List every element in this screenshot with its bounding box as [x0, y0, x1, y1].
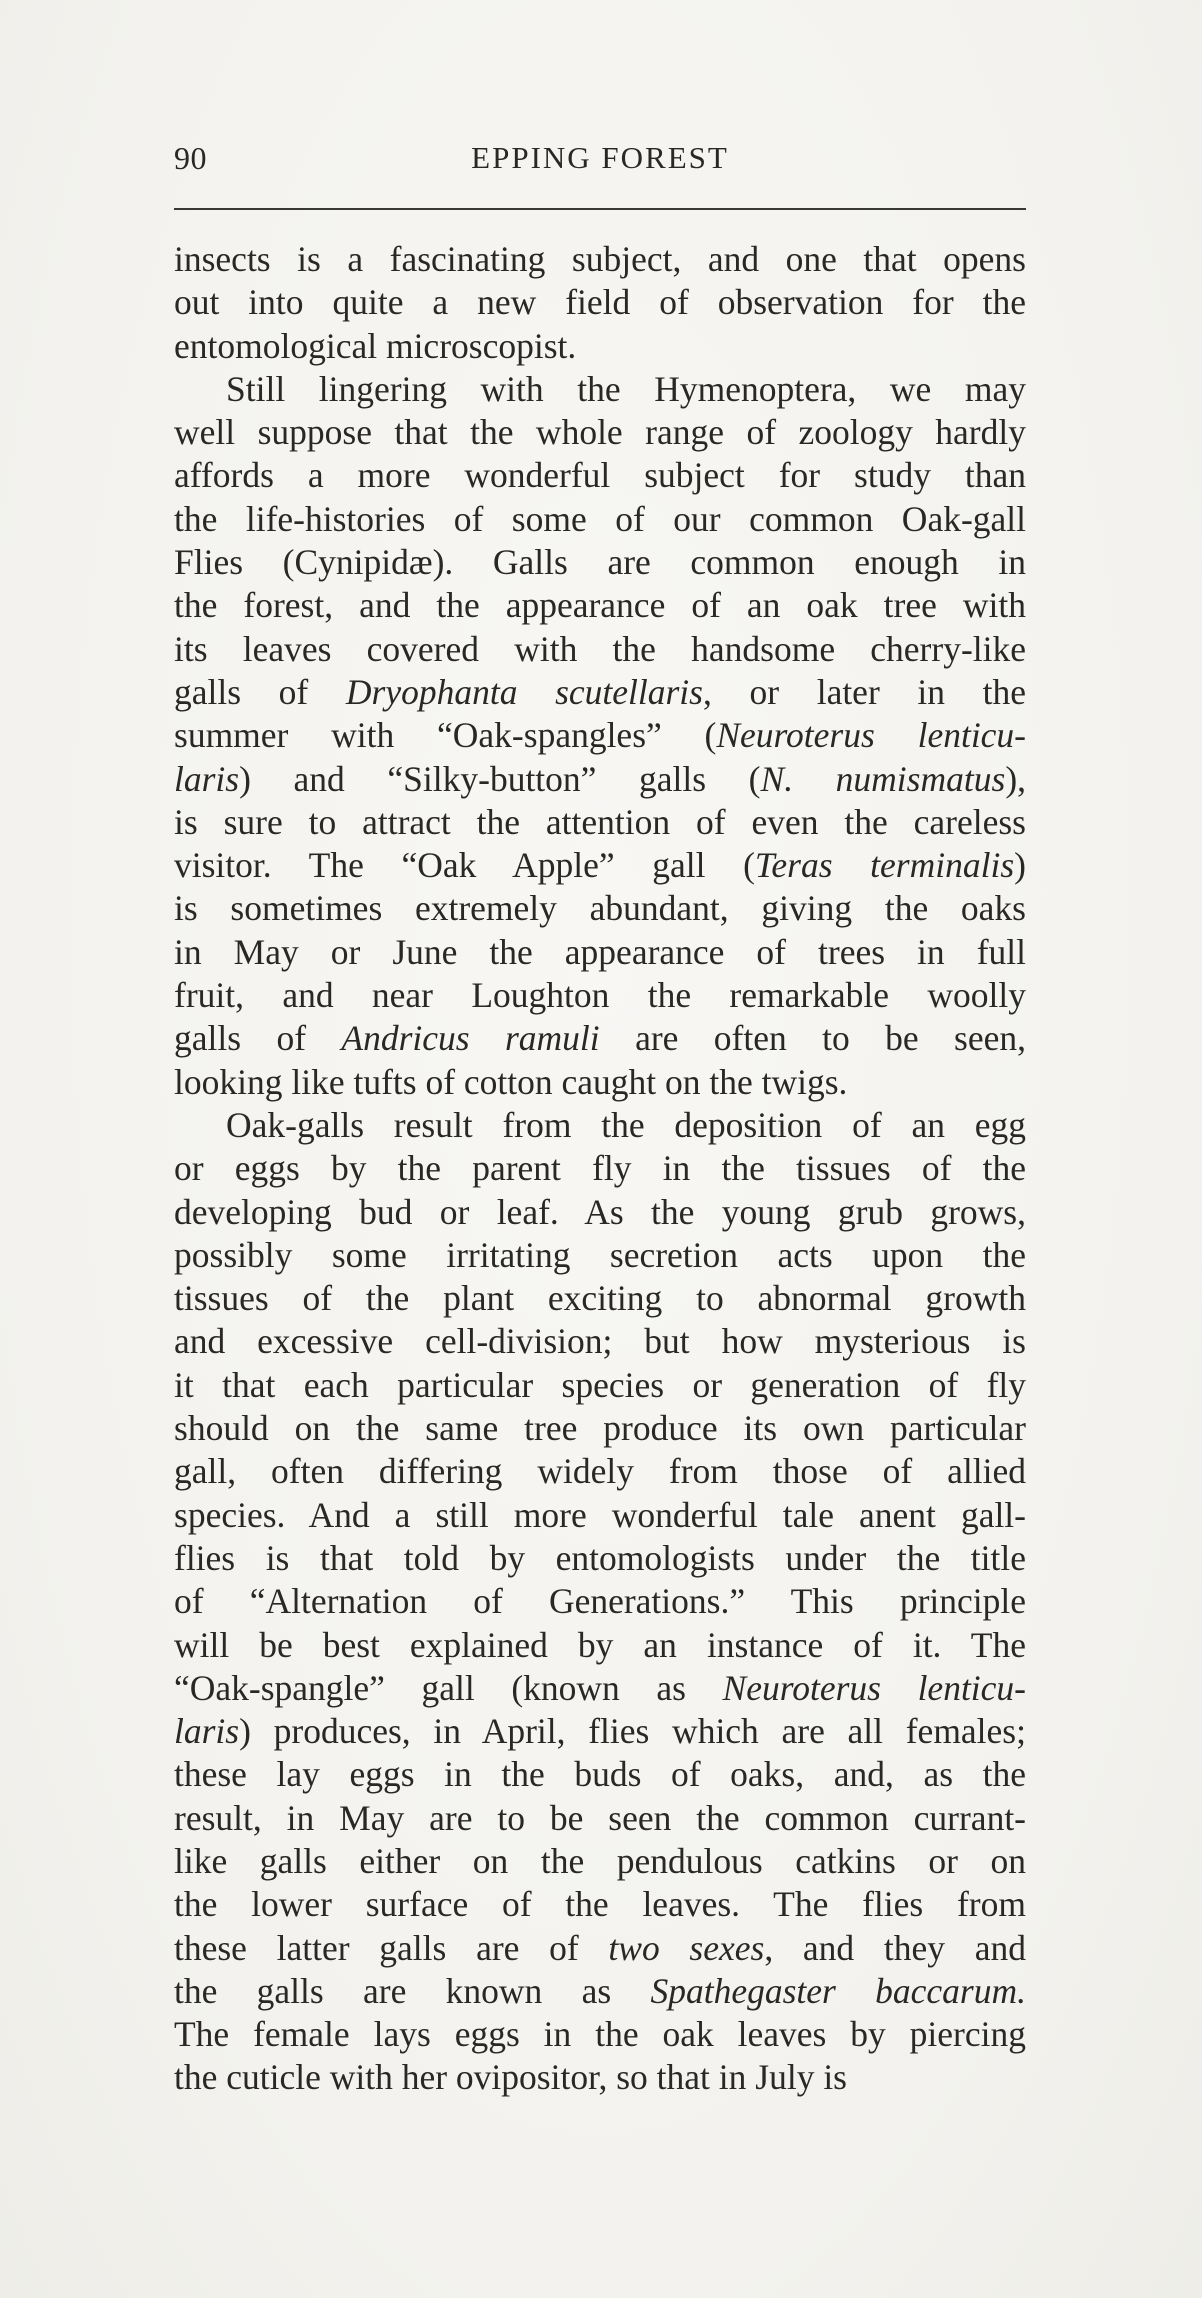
text-line: and excessive cell-division; but how mysterious is: [174, 1321, 1026, 1362]
text-segment: galls of: [174, 1018, 342, 1059]
italic-species-name: two sexes: [608, 1927, 765, 1968]
text-segment: galls of: [174, 671, 346, 712]
text-line: the forest, and the appearance of an oak tree with: [174, 585, 1026, 626]
text-line: [174, 758, 1026, 801]
text-segment: are often to be seen,: [599, 1018, 1026, 1059]
text-line: of “Alternation of Generations.” This principle: [174, 1581, 1026, 1622]
text-line: the cuticle with her ovipositor, so that in July is: [174, 2057, 847, 2098]
text-line: The female lays eggs in the oak leaves by piercing: [174, 2014, 1026, 2055]
italic-species-name: Andricus ramuli: [341, 1018, 600, 1059]
text-line: fruit, and near Loughton the remarkable woolly: [174, 975, 1026, 1016]
text-segment: the galls are known as: [174, 1970, 651, 2011]
text-line: will be best explained by an instance of it. The: [174, 1624, 1026, 1665]
text-segment: “Oak-spangle” gall (known as: [174, 1667, 723, 1708]
text-line: it that each particular species or generation of fly: [174, 1364, 1026, 1405]
text-segment: , or later in the: [703, 671, 1026, 712]
text-segment: , and they and: [764, 1927, 1026, 1968]
italic-species-name: laris: [174, 1711, 240, 1752]
italic-species-name: Neuroterus lenticu-: [722, 1667, 1026, 1708]
text-line: is sure to attract the attention of even the careless: [174, 801, 1026, 842]
text-line: the lower surface of the leaves. The flies from: [174, 1884, 1026, 1925]
italic-species-name: laris: [174, 758, 240, 799]
text-line: [174, 1667, 1026, 1710]
text-segment: ) produces, in April, flies which are all females;: [239, 1711, 1026, 1752]
italic-species-name: Spathegaster baccarum.: [650, 1970, 1026, 2011]
text-line: out into quite a new field of observation for the: [174, 282, 1026, 323]
text-line: these lay eggs in the buds of oaks, and, as the: [174, 1754, 1026, 1795]
text-line: developing bud or leaf. As the young grub grows,: [174, 1191, 1026, 1232]
text-line: tissues of the plant exciting to abnormal growth: [174, 1278, 1026, 1319]
text-line: [174, 1970, 1026, 2013]
italic-species-name: N. numismatus: [760, 758, 1006, 799]
text-line: Still lingering with the Hymenoptera, we may: [226, 368, 1026, 409]
text-line: is sometimes extremely abundant, giving the oaks: [174, 888, 1026, 929]
header-rule: [174, 208, 1026, 210]
page-number: 90: [174, 140, 207, 176]
text-line: should on the same tree produce its own particular: [174, 1408, 1026, 1449]
running-head: EPPING FOREST: [471, 140, 729, 175]
text-line: entomological microscopist.: [174, 325, 577, 366]
text-line: the life-histories of some of our common Oak-gall: [174, 498, 1026, 539]
text-segment: ),: [1005, 758, 1027, 799]
text-segment: ) and “Silky-button” galls (: [239, 758, 761, 799]
text-line: possibly some irritating secretion acts upon the: [174, 1234, 1026, 1275]
text-line: looking like tufts of cotton caught on the twigs.: [174, 1061, 848, 1102]
text-line: [174, 714, 1026, 757]
text-line: [174, 1017, 1026, 1060]
text-line: gall, often differing widely from those of allied: [174, 1451, 1026, 1492]
body-text: [174, 238, 1026, 2100]
text-segment: summer with “Oak-spangles” (: [174, 715, 717, 756]
page-header: [174, 140, 1026, 190]
text-line: Oak-galls result from the deposition of an egg: [226, 1104, 1026, 1145]
text-line: Flies (Cynipidæ). Galls are common enough in: [174, 542, 1026, 583]
text-segment: ): [1014, 845, 1026, 886]
italic-species-name: Neuroterus lenticu-: [716, 715, 1027, 756]
text-line: like galls either on the pendulous catkins or on: [174, 1840, 1026, 1881]
italic-species-name: Dryophanta scutellaris: [345, 671, 703, 712]
text-line: flies is that told by entomologists under the title: [174, 1537, 1026, 1578]
text-line: species. And a still more wonderful tale anent gall-: [174, 1494, 1026, 1535]
text-line: [174, 844, 1026, 887]
text-line: [174, 671, 1026, 714]
text-line: well suppose that the whole range of zoology hardly: [174, 412, 1026, 453]
text-line: insects is a fascinating subject, and one that opens: [174, 239, 1026, 279]
text-line: [174, 1710, 1026, 1753]
text-line: affords a more wonderful subject for study than: [174, 455, 1026, 496]
text-line: in May or June the appearance of trees in full: [174, 931, 1026, 972]
text-line: result, in May are to be seen the common currant-: [174, 1797, 1026, 1838]
text-line: or eggs by the parent fly in the tissues of the: [174, 1148, 1026, 1189]
text-line: [174, 1927, 1026, 1970]
italic-species-name: Teras terminalis: [754, 845, 1015, 886]
text-segment: these latter galls are of: [174, 1927, 609, 1968]
text-line: its leaves covered with the handsome cherry-like: [174, 628, 1026, 669]
text-segment: visitor. The “Oak Apple” gall (: [174, 845, 755, 886]
